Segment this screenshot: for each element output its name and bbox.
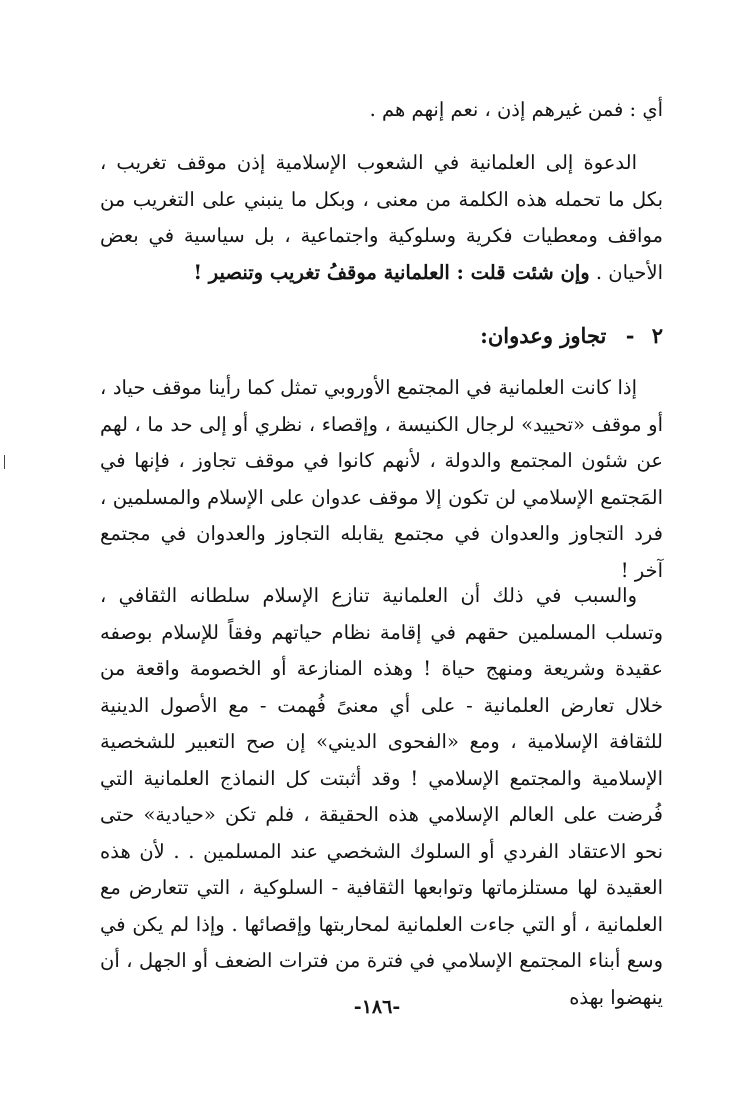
paragraph-1	[100, 145, 663, 291]
paragraph-1-emphasis: وإن شئت قلت : العلمانية موقفُ تغريب وتنصير !	[193, 260, 590, 284]
intro-line	[100, 92, 663, 129]
section-number: ٢	[651, 323, 663, 348]
section-dash: -	[625, 323, 635, 348]
page-number: -١٨٦-	[353, 996, 401, 1018]
paragraph-1-text: الدعوة إلى العلمانية في الشعوب الإسلامية إذن موقف تغريب ، بكل ما تحمله هذه الكلمة من معنى ، وبكل ما ينبني على التغريب من مواقف ومعطيات فكرية وسلوكية واجتماعية ، بل سياسية في بعض الأحيان .	[100, 151, 663, 284]
intro-text: فمن غيرهم إذن ، نعم إنهم هم .	[369, 98, 624, 121]
section-title: تجاوز وعدوان:	[480, 323, 607, 348]
paragraph-2: إذا كانت العلمانية في المجتمع الأوروبي تمثل كما رأينا موقف حياد ، أو موقف «تحييد» لرجال الكنيسة ، وإقصاء ، نظري أو إلى حد ما ، لهم عن شئون المجتمع والدولة ، لأنهم كانوا في موقف تجاوز ، فإنها في المَجتمع الإسلامي لن تكون إلا موقف عدوان على الإسلام والمسلمين ، فرد التجاوز والعدوان في مجتمع يقابله التجاوز والعدوان في مجتمع آخر !	[100, 376, 663, 582]
section-heading	[100, 318, 663, 354]
paragraph-3: والسبب في ذلك أن العلمانية تنازع الإسلام سلطانه الثقافي ، وتسلب المسلمين حقهم في إقامة نظام حياتهم وفقاً للإسلام بوصفه عقيدة وشريعة ومنهج حياة ! وهذه المنازعة أو الخصومة واقعة من خلال تعارض العلمانية - على أي معنىً فُهمت - مع الأصول الدينية للثقافة الإسلامية ، ومع «الفحوى الديني» إن صح التعبير للشخصية الإسلامية والمجتمع الإسلامي ! وقد أثبتت كل النماذج العلمانية التي فُرضت على العالم الإسلامي هذه الحقيقة ، فلم تكن «حيادية» حتى نحو الاعتقاد الفردي أو السلوك الشخصي عند المسلمين . . لأن هذه العقيدة لها مستلزماتها وتوابعها الثقافية - السلوكية ، التي تتعارض مع العلمانية ، أو التي جاءت العلمانية لمحاربتها وإقصائها . وإذا لم يكن في وسع أبناء المجتمع الإسلامي في فترة من فترات الضعف أو الجهل ، أن ينهضوا بهذه	[100, 584, 663, 1009]
intro-label: أي :	[629, 98, 663, 121]
margin-mark	[4, 455, 9, 469]
